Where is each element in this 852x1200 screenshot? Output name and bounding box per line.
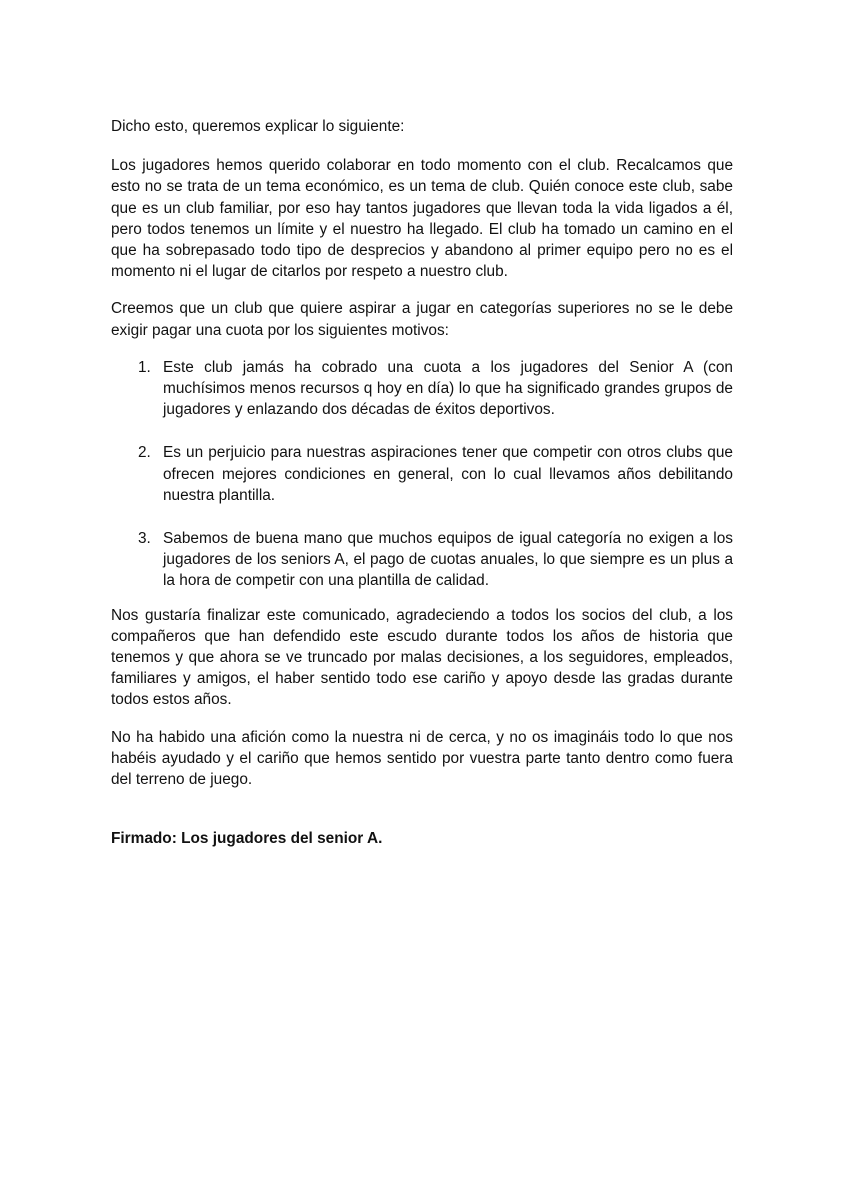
paragraph-fans: No ha habido una afición como la nuestra ni de cerca, y no os imagináis todo lo que nos habéis ayudado y el cariño que hemos sentido por vuestra parte tanto dentro como fuera del terreno de juego. [111,728,733,789]
list-item-text: Es un perjuicio para nuestras aspiraciones tener que competir con otros clubs que ofrecen mejores condiciones en general, con lo cual llevamos años debilitando nuestra plantilla. [163,444,733,504]
paragraph-collaboration: Los jugadores hemos querido colaborar en todo momento con el club. Recalcamos que esto no se trata de un tema económico, es un tema de club. Quién conoce este club, sabe que es un club familiar, por eso hay tantos jugadores que llevan toda la vida ligados a él, pero todos tenemos un límite y el nuestro ha llegado. El club ha tomado un camino en el que ha sobrepasado todo tipo de desprecios y abandono al primer equipo pero no es el momento ni el lugar de citarlos por respeto a nuestro club. [111,157,733,281]
list-item-text: Este club jamás ha cobrado una cuota a los jugadores del Senior A (con muchísimos menos recursos q hoy en día) lo que ha significado grandes grupos de jugadores y enlazando dos décadas de éxitos deportivos. [163,358,733,419]
document-body [111,116,733,849]
reasons-list [111,357,733,592]
list-item-number: 3. [138,530,151,548]
list-item [111,442,733,506]
list-item-number: 2. [138,444,151,462]
paragraph-thanks: Nos gustaría finalizar este comunicado, agradeciendo a todos los socios del club, a los compañeros que han defendido este escudo durante todos los años de historia que tenemos y que ahora se ve truncado por malas decisiones, a los seguidores, empleados, familiares y amigos, el haber sentido todo ese cariño y apoyo desde las gradas durante todos estos años. [111,606,733,709]
signature: Firmado: Los jugadores del senior A. [111,830,383,848]
list-item-text: Sabemos de buena mano que muchos equipos de igual categoría no exigen a los jugadores de los seniors A, el pago de cuotas anuales, lo que siempre es un plus a la hora de competir con una plantilla de calidad. [163,530,733,590]
intro-text: Dicho esto, queremos explicar lo siguiente: [111,118,405,135]
paragraph-reasons-intro: Creemos que un club que quiere aspirar a jugar en categorías superiores no se le debe exigir pagar una cuota por los siguientes motivos: [111,300,733,339]
list-item [111,357,733,421]
list-item [111,528,733,592]
list-item-number: 1. [138,358,151,376]
